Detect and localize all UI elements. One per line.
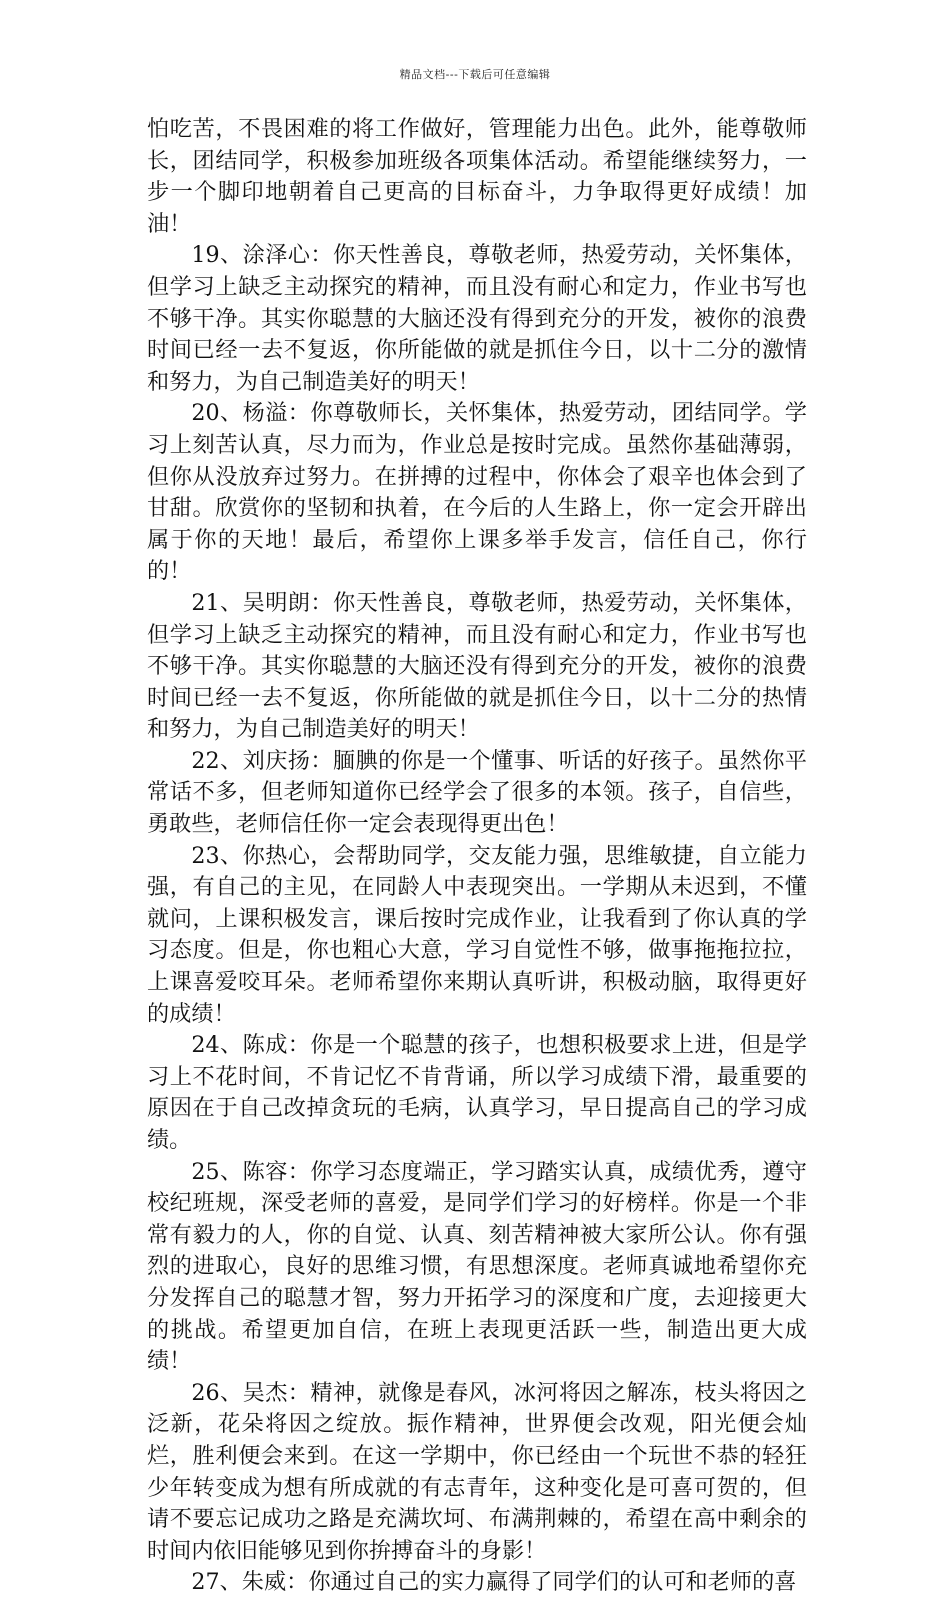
paragraph-5: 22、刘庆扬：腼腆的你是一个懂事、听话的好孩子。虽然你平常话不多，但老师知道你已经学会了很多的本领。孩子，自信些，勇敢些，老师信任你一定会表现得更出色！ bbox=[147, 747, 807, 838]
paragraph-8: 25、陈容：你学习态度端正，学习踏实认真，成绩优秀，遵守校纪班规，深受老师的喜爱，是同学们学习的好榜样。你是一个非常有毅力的人，你的自觉、认真、刻苦精神被大家所公认。你有强烈的进取心，良好的思维习惯，有思想深度。老师真诚地希望你充分发挥自己的聪慧才智，努力开拓学习的深度和广度，去迎接更大的挑战。希望更加自信，在班上表现更活跃一些，制造出更大成绩！ bbox=[147, 1158, 807, 1375]
document-body bbox=[147, 114, 807, 1599]
paragraph-6: 23、你热心，会帮助同学，交友能力强，思维敏捷，自立能力强，有自己的主见，在同龄人中表现突出。一学期从未迟到，不懂就问，上课积极发言，课后按时完成作业，让我看到了你认真的学习态度。但是，你也粗心大意，学习自觉性不够，做事拖拖拉拉，上课喜爱咬耳朵。老师希望你来期认真听讲，积极动脑，取得更好的成绩！ bbox=[147, 842, 807, 1027]
page-header: 精品文档---下载后可任意编辑 bbox=[399, 68, 551, 81]
paragraph-2: 19、涂泽心：你天性善良，尊敬老师，热爱劳动，关怀集体，但学习上缺乏主动探究的精神，而且没有耐心和定力，作业书写也不够干净。其实你聪慧的大脑还没有得到充分的开发，被你的浪费时间已经一去不复返，你所能做的就是抓住今日，以十二分的激情和努力，为自己制造美好的明天！ bbox=[147, 242, 807, 395]
paragraph-4: 21、吴明朗：你天性善良，尊敬老师，热爱劳动，关怀集体，但学习上缺乏主动探究的精神，而且没有耐心和定力，作业书写也不够干净。其实你聪慧的大脑还没有得到充分的开发，被你的浪费时间已经一去不复返，你所能做的就是抓住今日，以十二分的热情和努力，为自己制造美好的明天！ bbox=[147, 589, 807, 743]
paragraph-3: 20、杨溢：你尊敬师长，关怀集体，热爱劳动，团结同学。学习上刻苦认真，尽力而为，作业总是按时完成。虽然你基础薄弱，但你从没放弃过努力。在拼搏的过程中，你体会了艰辛也体会到了甘甜。欣赏你的坚韧和执着，在今后的人生路上，你一定会开辟出属于你的天地！最后，希望你上课多举手发言，信任自己，你行的！ bbox=[147, 400, 807, 585]
paragraph-9: 26、吴杰：精神，就像是春风，冰河将因之解冻，枝头将因之泛新，花朵将因之绽放。振作精神，世界便会改观，阳光便会灿烂，胜利便会来到。在这一学期中，你已经由一个玩世不恭的轻狂少年转变成为想有所成就的有志青年，这种变化是可喜可贺的，但请不要忘记成功之路是充满坎坷、布满荆棘的，希望在高中剩余的时间内依旧能够见到你拚搏奋斗的身影！ bbox=[147, 1379, 807, 1564]
paragraph-10: 27、朱威：你通过自己的实力赢得了同学们的认可和老师的喜 bbox=[191, 1569, 797, 1596]
paragraph-7: 24、陈成：你是一个聪慧的孩子，也想积极要求上进，但是学习上不花时间，不肯记忆不肯背诵，所以学习成绩下滑，最重要的原因在于自己改掉贪玩的毛病，认真学习，早日提高自己的学习成绩。 bbox=[147, 1032, 807, 1153]
paragraph-1: 怕吃苦，不畏困难的将工作做好，管理能力出色。此外，能尊敬师长，团结同学，积极参加班级各项集体活动。希望能继续努力，一步一个脚印地朝着自己更高的目标奋斗，力争取得更好成绩！加油！ bbox=[147, 116, 807, 237]
